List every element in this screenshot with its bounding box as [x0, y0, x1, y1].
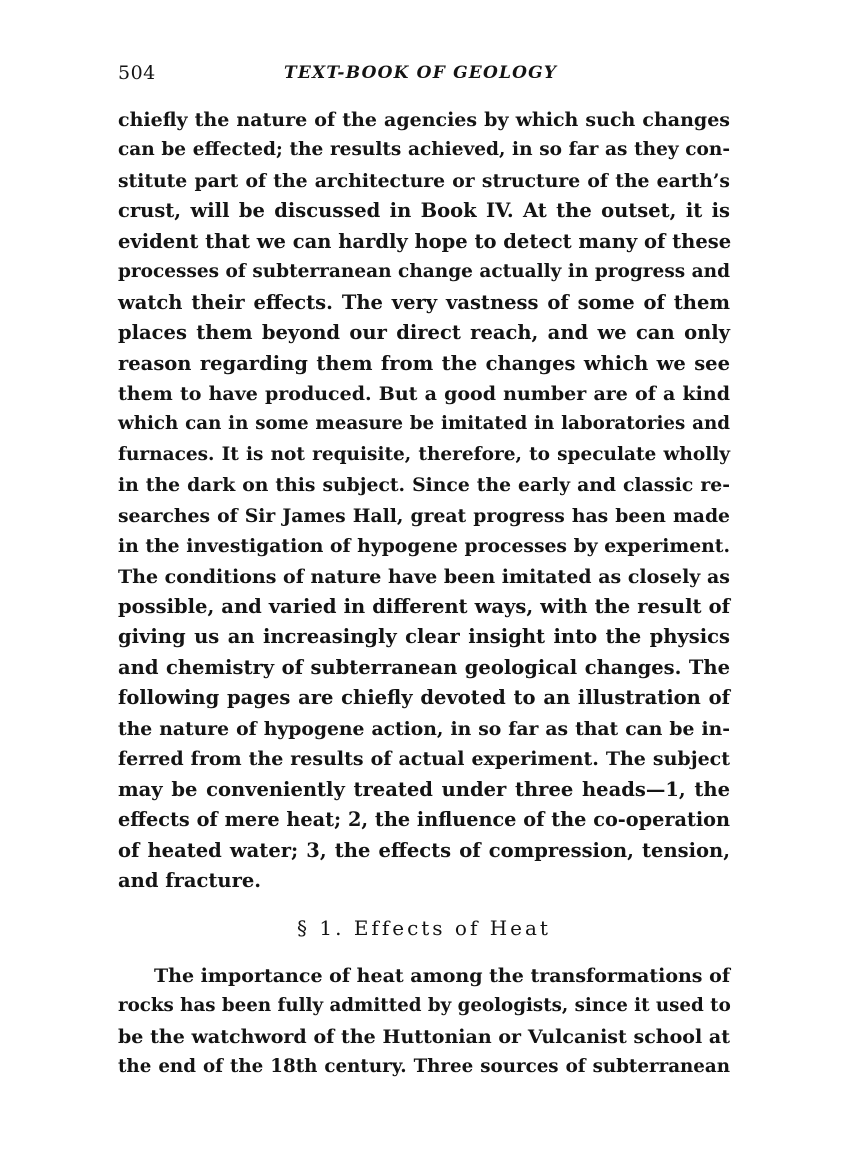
text-line: in the dark on this subject. Since the early and classic re- — [118, 474, 730, 497]
text-line: and fracture. — [118, 868, 262, 892]
paragraph-2 — [118, 961, 730, 1083]
text-line: The conditions of nature have been imitated as closely as — [118, 565, 730, 588]
text-line: places them beyond our direct reach, and we can only — [118, 321, 730, 345]
text-line: stitute part of the architecture or structure of the earth’s — [118, 169, 730, 192]
text-line: reason regarding them from the changes which we see — [118, 351, 730, 375]
text-line: rocks has been fully admitted by geologists, since it used to — [118, 995, 731, 1017]
text-line: watch their effects. The very vastness of some of them — [118, 290, 730, 314]
text-line: chiefly the nature of the agencies by which such changes — [118, 109, 730, 131]
text-line: following pages are chiefly devoted to an illustration of — [118, 686, 730, 710]
text-line: evident that we can hardly hope to detect many of these — [118, 229, 732, 253]
text-line: the end of the 18th century. Three sources of subterranean — [118, 1056, 730, 1078]
text-line: furnaces. It is not requisite, therefore, to speculate wholly — [118, 443, 730, 465]
text-line: may be conveniently treated under three heads—1, the — [118, 777, 730, 801]
text-line: effects of mere heat; 2, the influence of the co-operation — [118, 808, 730, 832]
text-line: ferred from the results of actual experiment. The subject — [118, 748, 730, 771]
text-line: crust, will be discussed in Book IV. At the outset, it is — [118, 199, 730, 223]
running-head — [118, 62, 730, 90]
text-line: possible, and varied in different ways, with the result of — [118, 595, 730, 618]
text-line: which can in some measure be imitated in laboratories and — [118, 413, 730, 435]
running-title: TEXT-BOOK OF GEOLOGY — [284, 63, 558, 83]
text-line: processes of subterranean change actually in progress and — [118, 261, 730, 283]
text-line: the nature of hypogene action, in so far as that can be in- — [118, 717, 730, 740]
text-line: in the investigation of hypogene processes by experiment. — [118, 535, 730, 558]
page-number: 504 — [118, 62, 156, 84]
text-line: searches of Sir James Hall, great progress has been made — [118, 504, 730, 527]
text-line: giving us an increasingly clear insight into the physics — [118, 625, 730, 649]
section-heading: § 1. Effects of Heat — [297, 916, 551, 940]
text-line: can be effected; the results achieved, in so far as they con- — [118, 139, 730, 161]
text-line: The importance of heat among the transformations of — [154, 965, 730, 987]
text-line: of heated water; 3, the effects of compression, tension, — [118, 838, 730, 862]
paragraph-1 — [118, 105, 730, 896]
text-line: be the watchword of the Huttonian or Vulcanist school at — [118, 1025, 730, 1048]
text-line: them to have produced. But a good number are of a kind — [118, 382, 730, 405]
text-line: and chemistry of subterranean geological changes. The — [118, 655, 730, 679]
